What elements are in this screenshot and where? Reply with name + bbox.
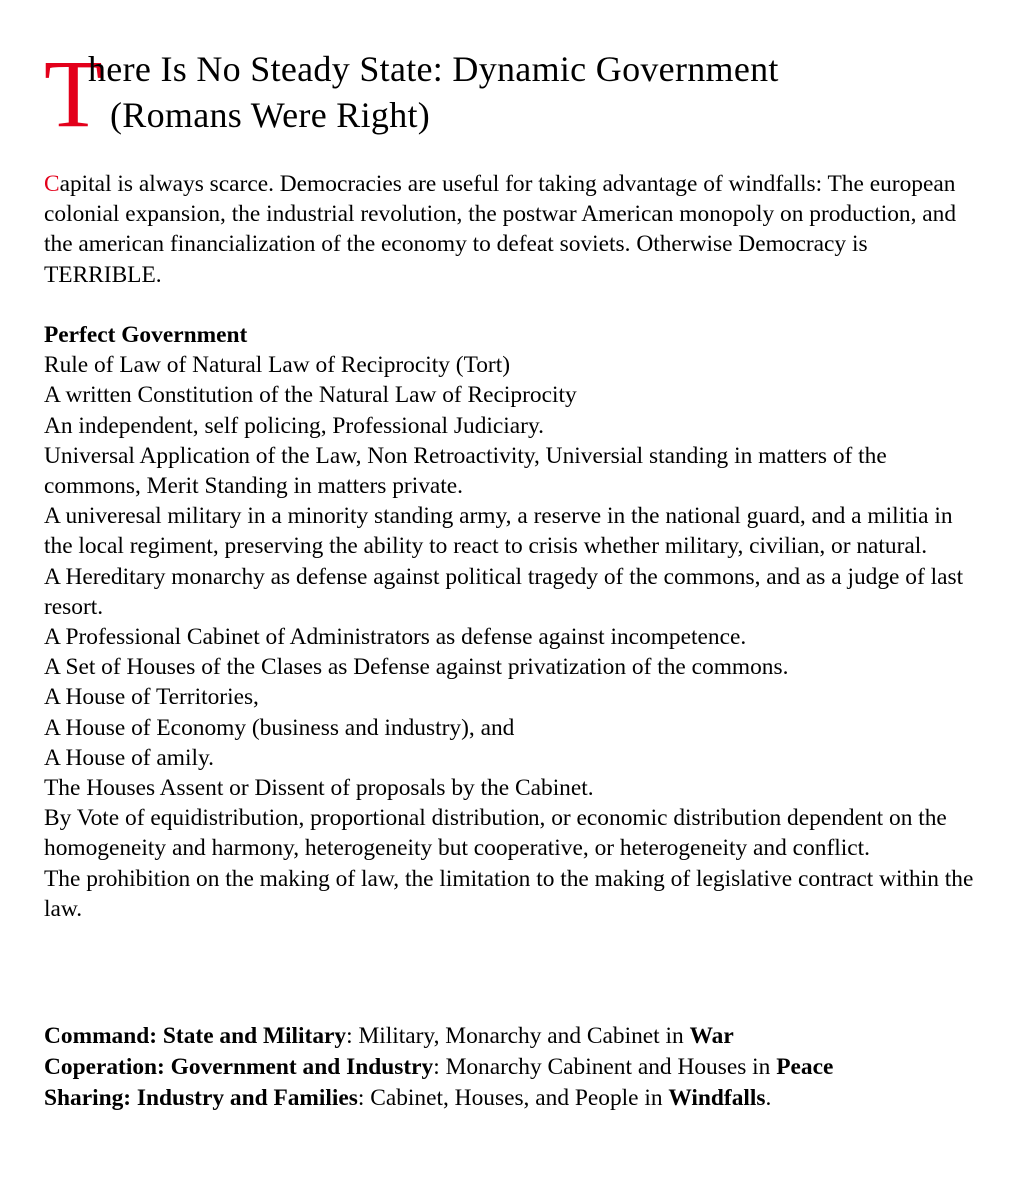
summary-text: : Monarchy Cabinent and Houses in <box>433 1054 777 1080</box>
summary-keyword: Windfalls <box>668 1085 766 1111</box>
summary-row-command <box>44 1021 984 1052</box>
summary-keyword: War <box>689 1023 734 1049</box>
intro-text: apital is always scarce. Democracies are useful for taking advantage of windfalls: The european colonial expansion, the industrial revolution, the postwar American monopoly on production, and the american financialization of the economy to defeat soviets. Otherwise Democracy is TERRIBLE. <box>44 171 957 288</box>
document-page <box>44 0 984 1111</box>
title-line-2: (Romans Were Right) <box>110 95 431 135</box>
list-item: An independent, self policing, Professional Judiciary. <box>44 412 544 439</box>
list-item: A written Constitution of the Natural Law of Reciprocity <box>44 382 577 409</box>
perfect-government-heading: Perfect Government <box>44 322 248 348</box>
summary-text: : Military, Monarchy and Cabinet in <box>346 1023 690 1049</box>
list-item: A univeresal military in a minority standing army, a reserve in the national guard, and a militia in the local regiment, preserving the ability to react to crisis whether military, civilian, or natural. <box>44 503 953 560</box>
intro-paragraph <box>44 169 984 290</box>
list-item: A Set of Houses of the Clases as Defense against privatization of the commons. <box>44 654 789 681</box>
list-item: A Hereditary monarchy as defense against political tragedy of the commons, and as a judge of last resort. <box>44 563 964 620</box>
intro-first-letter: C <box>44 171 60 197</box>
summary-label: Command: State and Military <box>44 1023 347 1049</box>
title-block <box>44 0 984 150</box>
summary-tail: . <box>765 1085 772 1111</box>
list-item: Universal Application of the Law, Non Retroactivity, Universial standing in matters of the commons, Merit Standing in matters private. <box>44 442 887 500</box>
list-item: A House of amily. <box>44 744 214 771</box>
list-item: A Professional Cabinet of Administrators as defense against incompetence. <box>44 624 747 651</box>
drop-cap: T <box>44 40 103 147</box>
summary-text: : Cabinet, Houses, and People in <box>357 1085 669 1111</box>
list-item: Rule of Law of Natural Law of Reciprocity (Tort) <box>44 352 511 379</box>
summary-section <box>44 1021 984 1114</box>
summary-row-cooperation <box>44 1052 984 1083</box>
title-line-1: here Is No Steady State: Dynamic Government <box>88 49 779 89</box>
list-item: A House of Economy (business and industry), and <box>44 714 515 741</box>
list-item: The Houses Assent or Dissent of proposals by the Cabinet. <box>44 775 594 802</box>
page-title <box>88 46 779 138</box>
summary-keyword: Peace <box>776 1054 834 1080</box>
list-item: The prohibition on the making of law, the limitation to the making of legislative contract within the law. <box>44 865 974 922</box>
perfect-government-section <box>44 320 984 924</box>
summary-row-sharing <box>44 1083 984 1114</box>
summary-label: Coperation: Government and Industry <box>44 1054 434 1080</box>
list-item: By Vote of equidistribution, proportional distribution, or economic distribution dependent on the homogeneity and harmony, heterogeneity but cooperative, or heterogeneity and conflict. <box>44 805 947 862</box>
summary-label: Sharing: Industry and Families <box>44 1085 358 1111</box>
list-item: A House of Territories, <box>44 684 259 711</box>
